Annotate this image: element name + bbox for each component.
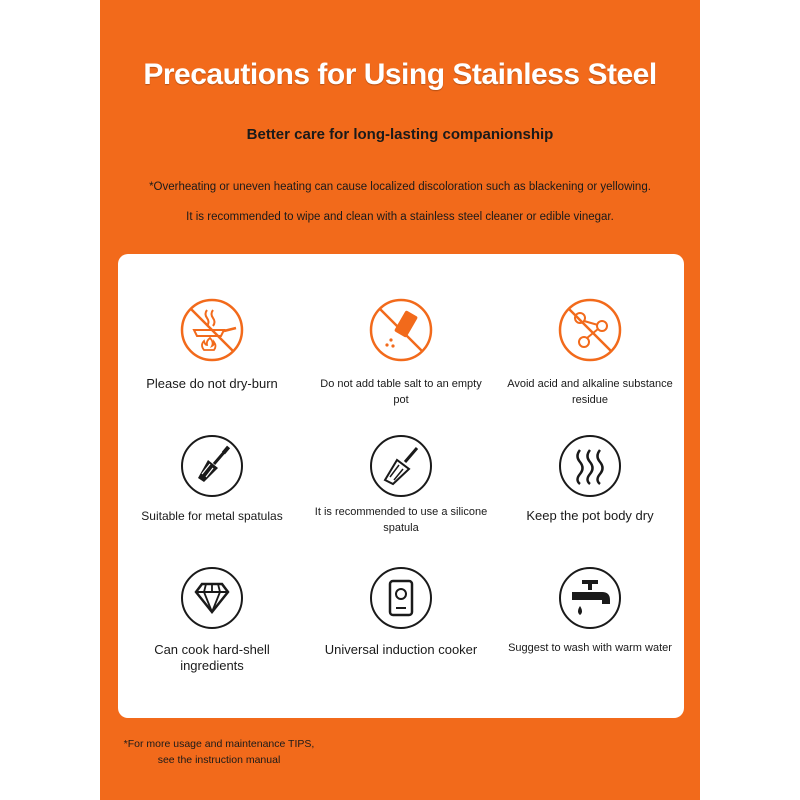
orange-panel [100,0,700,800]
item-metal-spatula [118,434,306,524]
silicone-spatula-icon [369,434,433,498]
no-dry-burn-icon [180,298,244,362]
item-label: Please do not dry-burn [146,376,278,391]
diamond-icon [180,566,244,630]
item-no-salt [307,298,495,408]
item-dry-pot [496,434,684,524]
item-silicone-spatula [307,434,495,536]
item-induction [307,566,495,658]
item-no-dry-burn [118,298,306,392]
page-title: Precautions for Using Stainless Steel [143,58,657,91]
warm-water-tap-icon [558,566,622,630]
item-label: Can cook hard-shell ingredients [154,642,270,673]
item-warm-water [496,566,684,656]
page-subtitle: Better care for long-lasting companionship [246,126,554,143]
item-label: Universal induction cooker [324,642,478,657]
item-label: Avoid acid and alkaline substance residue [507,378,673,406]
item-label: Suitable for metal spatulas [141,509,283,523]
footer-note: *For more usage and maintenance TIPS, see the instruction manual [123,738,315,766]
item-label: Do not add table salt to an empty pot [320,378,482,406]
item-label: Keep the pot body dry [526,508,654,523]
induction-cooker-icon [369,566,433,630]
discoloration-note: *Overheating or uneven heating can cause localized discoloration such as blackening or yellowing. [149,181,651,193]
metal-spatula-icon [180,434,244,498]
dry-pot-icon [558,434,622,498]
no-salt-icon [369,298,433,362]
precautions-card [118,254,684,718]
cleaning-note: It is recommended to wipe and clean with a stainless steel cleaner or edible vinegar. [186,211,614,223]
item-label: It is recommended to use a silicone spatula [314,506,488,534]
item-no-acid-alkali [496,298,684,408]
no-acid-alkali-icon [558,298,622,362]
item-label: Suggest to wash with warm water [508,642,672,654]
item-hard-shell [118,566,306,674]
